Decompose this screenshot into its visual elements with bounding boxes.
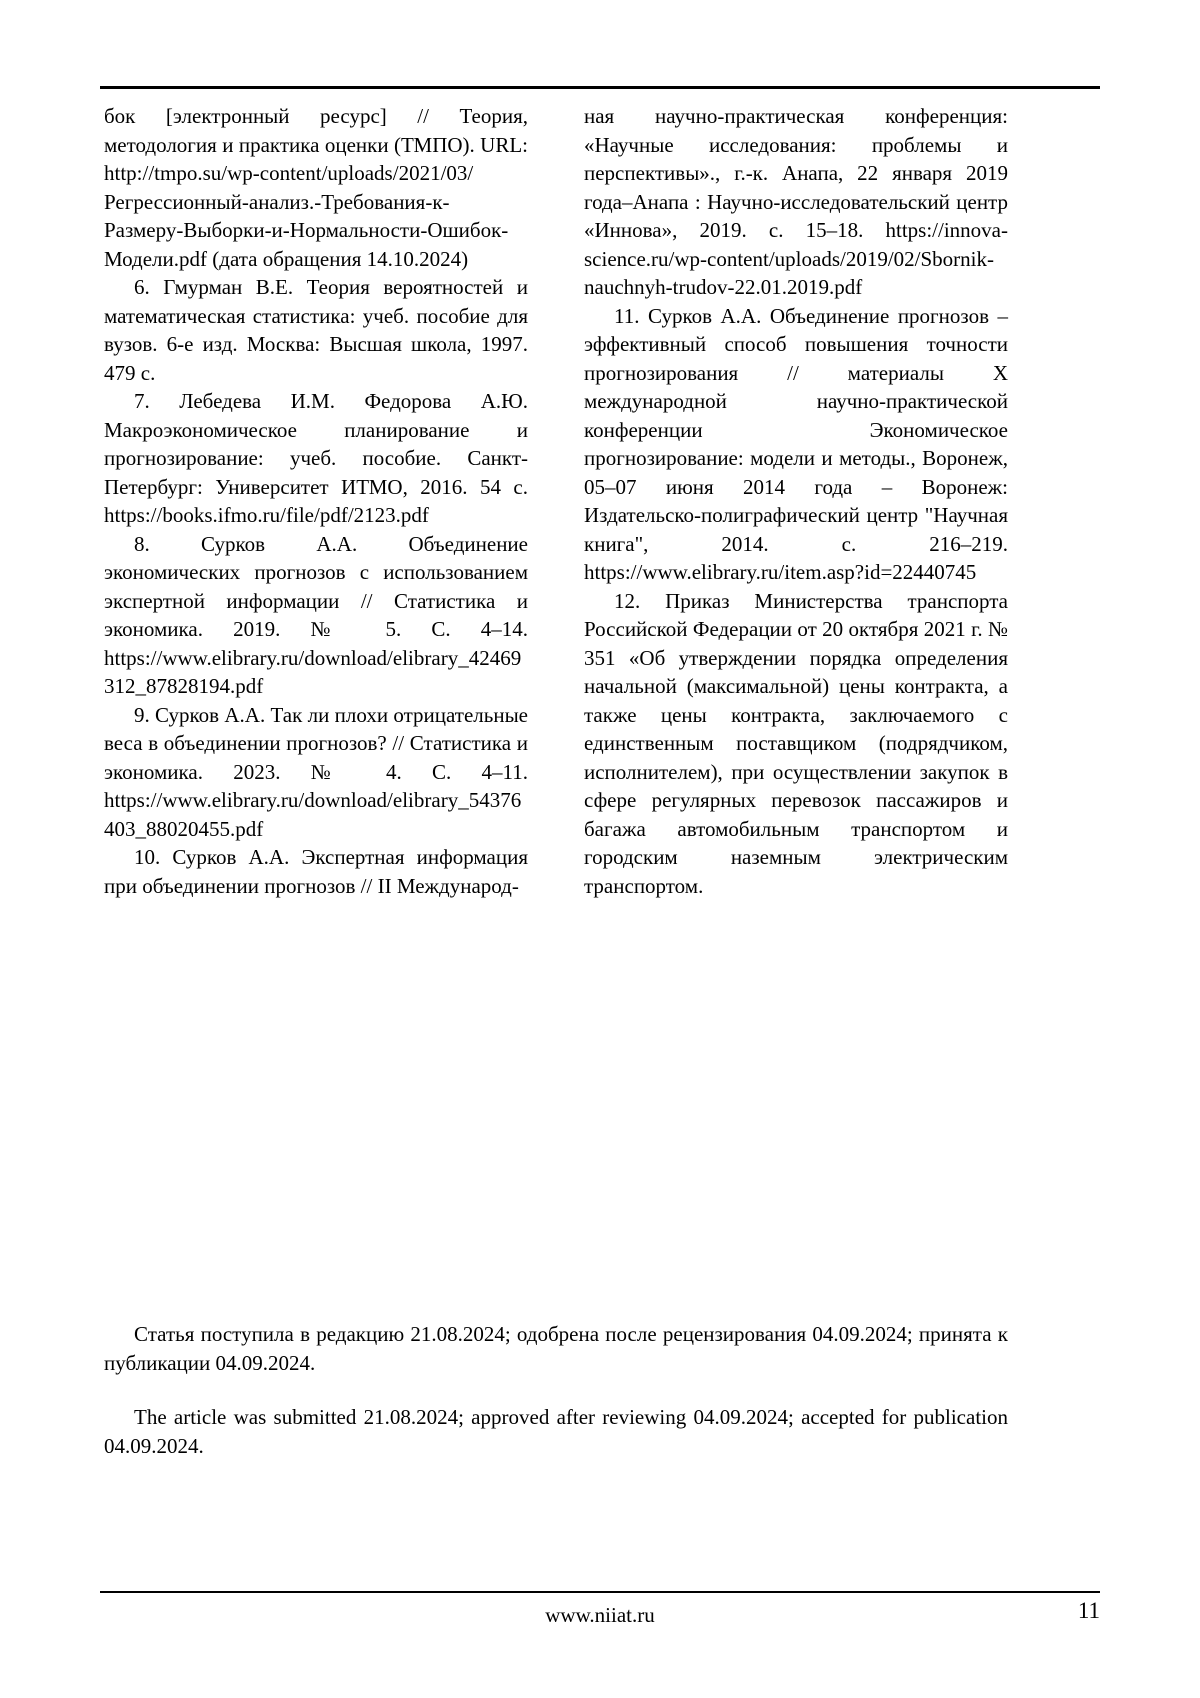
references-left-column xyxy=(104,102,528,900)
references-right-column xyxy=(584,102,1008,900)
reference-item-12: 12. Приказ Министерства транспорта Российской Федерации от 20 октября 2021 г. № 351 «Об утверждении порядка определения начальной (максимальной) цены контракта, а также цены контракта, заключаемого с единственным поставщиком (подрядчиком, исполнителем), при осуществлении закупок в сфере регулярных перевозок пассажиров и багажа автомобильным транспортом и городским наземным электрическим транспортом. xyxy=(584,588,1008,898)
footer-website: www.niiat.ru xyxy=(545,1603,655,1627)
submission-note-ru: Статья поступила в редакцию 21.08.2024; одобрена после рецензирования 04.09.2024; принята к публикации 04.09.2024. xyxy=(104,1322,1008,1375)
reference-continuation: бок [электронный ресурс] // Теория, методология и практика оценки (ТМПО). URL: http://tmpo.su/wp-content/uploads/2021/03/Регрессионный-анализ.-Требования-к-Размеру-Выборки-и-Нормальности-Ошибок-Модели.pdf (дата обращения 14.10.2024) xyxy=(104,104,528,271)
reference-item-11: 11. Сурков А.А. Объединение прогнозов – эффективный способ повышения точности прогнозирования // материалы X международной научно-практической конференции Экономическое прогнозирование: модели и методы., Воронеж, 05–07 июня 2014 года – Воронеж: Издательско-полиграфический центр "Научная книга", 2014. с. 216–219. https://www.elibrary.ru/item.asp?id=22440745 xyxy=(584,303,1008,584)
footer-rule xyxy=(100,1591,1100,1593)
reference-item-6: 6. Гмурман В.Е. Теория вероятностей и математическая статистика: учеб. пособие для вузов. 6-е изд. Москва: Высшая школа, 1997. 479 с. xyxy=(104,275,528,385)
reference-item-8: 8. Сурков А.А. Объединение экономических прогнозов с использованием экспертной информации // Статистика и экономика. 2019. № 5. С. 4–14. https://www.elibrary.ru/download/elibrary_42469312_87828194.pdf xyxy=(104,531,528,698)
top-rule xyxy=(100,86,1100,89)
references-section xyxy=(104,102,1008,900)
reference-item-10: 10. Сурков А.А. Экспертная информация при объединении прогнозов // II Международ- xyxy=(104,845,528,898)
submission-info xyxy=(104,1320,1008,1460)
page-number: 11 xyxy=(1077,1598,1100,1623)
reference-item-9: 9. Сурков А.А. Так ли плохи отрицательные веса в объединении прогнозов? // Статистика и экономика. 2023. № 4. С. 4–11. https://www.elibrary.ru/download/elibrary_54376403_88020455.pdf xyxy=(104,702,528,841)
reference-item-7: 7. Лебедева И.М. Федорова А.Ю. Макроэкономическое планирование и прогнозирование: учеб. пособие. Санкт-Петербург: Университет ИТМО, 2016. 54 с. https://books.ifmo.ru/file/pdf/2123.pdf xyxy=(104,389,528,527)
submission-note-en: The article was submitted 21.08.2024; approved after reviewing 04.09.2024; accepted for publication 04.09.2024. xyxy=(104,1405,1008,1458)
reference-continuation: ная научно-практическая конференция: «Научные исследования: проблемы и перспективы»., г.-к. Анапа, 22 января 2019 года–Анапа : Научно-исследовательский центр «Иннова», 2019. с. 15–18. https://innova-science.ru/wp-content/uploads/2019/02/Sbornik-nauchnyh-trudov-22.01.2019.pdf xyxy=(584,104,1008,299)
